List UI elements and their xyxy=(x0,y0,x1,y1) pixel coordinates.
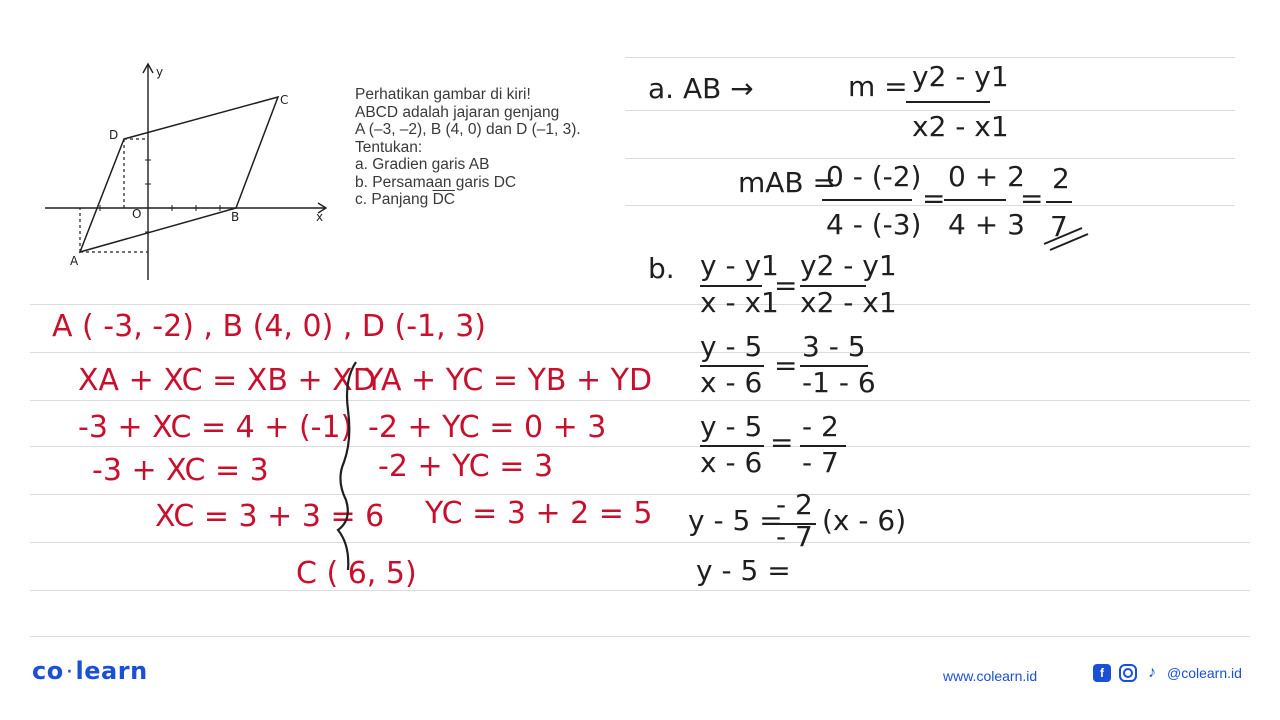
social-links xyxy=(1093,664,1242,682)
gradient-ab-den2: 4 + 3 xyxy=(948,208,1025,241)
gradient-ab-label: mAB = xyxy=(738,166,836,199)
point-a-label: A xyxy=(70,254,79,268)
x-simplified: -3 + XC = 3 xyxy=(92,453,269,488)
logo-dot: · xyxy=(66,664,73,680)
y-sum-equation: YA + YC = YB + YD xyxy=(365,363,653,398)
line-sub-den2: -1 - 6 xyxy=(802,366,876,399)
problem-item-a: a. Gradien garis AB xyxy=(355,156,490,173)
gradient-ab-result-num: 2 xyxy=(1052,162,1070,195)
point-c-result: C ( 6, 5) xyxy=(296,556,417,591)
logo-text-learn: learn xyxy=(75,657,148,685)
problem-item-c-prefix: c. Panjang xyxy=(355,191,433,208)
equals-sign: = xyxy=(922,182,946,215)
website-url[interactable]: www.colearn.id xyxy=(943,668,1038,684)
problem-line: Perhatikan gambar di kiri! xyxy=(355,86,531,103)
y-substitution: -2 + YC = 0 + 3 xyxy=(368,410,607,445)
equals-sign: = xyxy=(1020,182,1044,215)
part-a-label: a. AB → xyxy=(648,72,754,105)
line-form-den: - 7 xyxy=(776,520,813,553)
line-simp-num1: y - 5 xyxy=(700,410,763,443)
problem-line: A (–3, –2), B (4, 0) dan D (–1, 3). xyxy=(355,121,581,138)
part-b-label: b. xyxy=(648,252,675,285)
line-form-continued: y - 5 = xyxy=(696,554,791,587)
equals-sign: = xyxy=(774,269,798,302)
line-form-num: - 2 xyxy=(776,488,813,521)
yc-result: YC = 3 + 2 = 5 xyxy=(425,496,653,531)
line-form-rhs: (x - 6) xyxy=(822,504,907,537)
gradient-ab-num1: 0 - (-2) xyxy=(826,160,922,193)
line-simp-den1: x - 6 xyxy=(700,446,763,479)
point-c-label: C xyxy=(280,93,289,107)
point-b-label: B xyxy=(231,210,240,224)
x-sum-equation: XA + XC = XB + XD xyxy=(78,363,376,398)
gradient-formula-denominator: x2 - x1 xyxy=(912,110,1009,143)
logo-text-co: co xyxy=(32,657,64,685)
social-handle[interactable]: @colearn.id xyxy=(1167,665,1242,681)
line-eq-num1: y - y1 xyxy=(700,249,779,282)
line-form-lhs: y - 5 = xyxy=(688,504,783,537)
instagram-icon[interactable] xyxy=(1119,664,1137,682)
problem-line: ABCD adalah jajaran genjang xyxy=(355,103,560,121)
gradient-formula-numerator: y2 - y1 xyxy=(912,60,1009,93)
line-eq-den2: x2 - x1 xyxy=(800,286,897,319)
line-sub-num1: y - 5 xyxy=(700,330,763,363)
facebook-icon[interactable]: f xyxy=(1093,664,1111,682)
line-eq-den1: x - x1 xyxy=(700,286,779,319)
equals-sign: = xyxy=(774,349,798,382)
gradient-ab-num2: 0 + 2 xyxy=(948,160,1025,193)
given-points: A ( -3, -2) , B (4, 0) , D (-1, 3) xyxy=(52,309,487,344)
x-axis-label: x xyxy=(316,210,324,224)
segment-dc: $\overline{DC}$ xyxy=(432,191,455,208)
line-simp-num2: - 2 xyxy=(802,410,839,443)
problem-line: Tentukan: xyxy=(355,138,423,156)
y-axis-label: y xyxy=(156,65,164,79)
gradient-ab-den1: 4 - (-3) xyxy=(826,208,922,241)
gradient-ab-result-den: 7 xyxy=(1050,210,1068,243)
line-sub-num2: 3 - 5 xyxy=(802,330,866,363)
y-simplified: -2 + YC = 3 xyxy=(378,449,554,484)
xc-result: XC = 3 + 3 = 6 xyxy=(155,499,385,534)
origin-label: O xyxy=(132,207,142,221)
problem-item-b: b. Persamaan garis DC xyxy=(355,173,517,191)
gradient-symbol: m = xyxy=(848,70,908,103)
colearn-logo xyxy=(32,657,148,685)
point-d-label: D xyxy=(109,128,119,142)
line-simp-den2: - 7 xyxy=(802,446,839,479)
line-sub-den1: x - 6 xyxy=(700,366,763,399)
tiktok-icon[interactable]: ♪ xyxy=(1148,664,1156,681)
line-eq-num2: y2 - y1 xyxy=(800,249,897,282)
x-substitution: -3 + XC = 4 + (-1) xyxy=(78,410,353,445)
equals-sign: = xyxy=(770,426,794,459)
